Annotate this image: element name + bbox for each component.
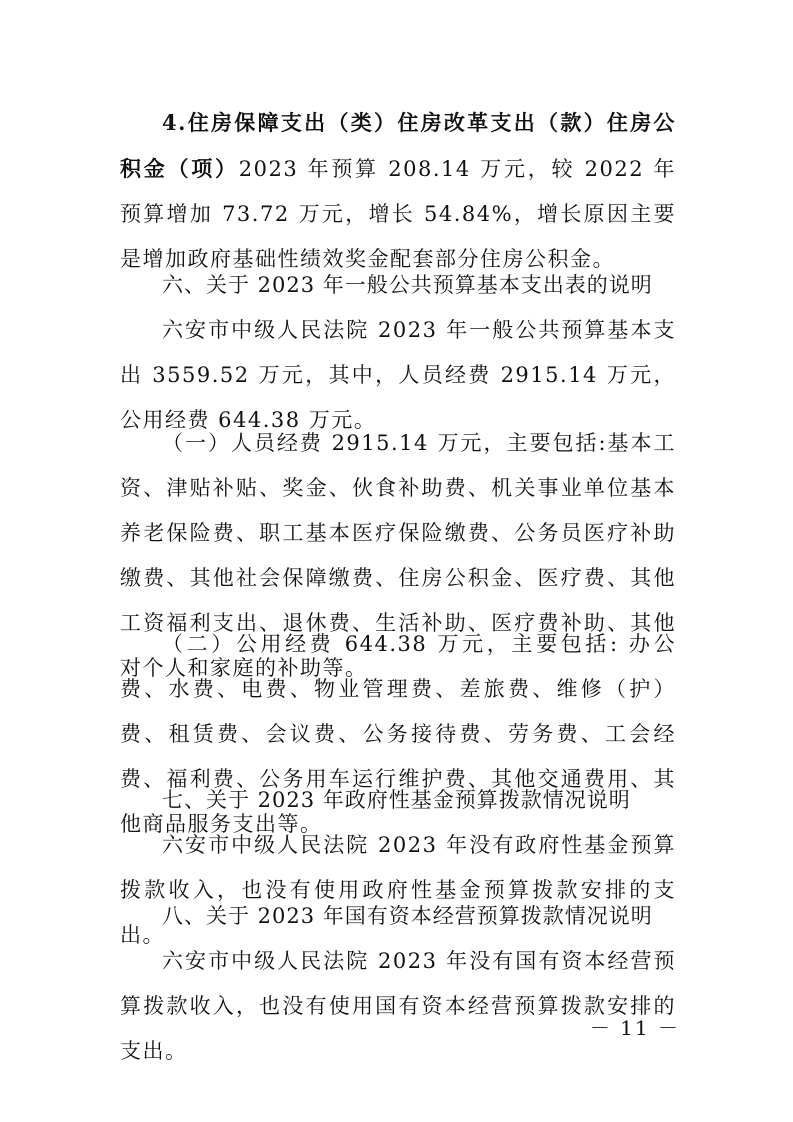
page-number: － 11 － — [589, 1016, 680, 1040]
section-heading-8: 八、关于 2023 年国有资本经营预算拨款情况说明 — [162, 904, 653, 928]
paragraph-personnel-expenses: （一）人员经费 2915.14 万元，主要包括:基本工资、津贴补贴、奖金、伙食补助费、机关事业单位基本养老保险费、职工基本医疗保险缴费、公务员医疗补助缴费、其他社会保障缴费、住房公积金、医疗费、其他工资福利支出、退休费、生活补助、医疗费补助、其他对个人和家庭的补助等。 — [120, 431, 676, 680]
section-heading-7: 七、关于 2023 年政府性基金预算拨款情况说明 — [162, 788, 631, 812]
paragraph-government-fund: 六安市中级人民法院 2023 年没有政府性基金预算拨款收入，也没有使用政府性基金预算拨款安排的支出。 — [120, 833, 676, 947]
section-heading-6: 六、关于 2023 年一般公共预算基本支出表的说明 — [162, 273, 653, 297]
item-label: 4.住房保障支出（类）住房改革支出（款）住房公积金（项） — [120, 110, 676, 181]
paragraph-basic-expenditure: 六安市中级人民法院 2023 年一般公共预算基本支出 3559.52 万元，其中，人员经费 2915.14 万元，公用经费 644.38 万元。 — [120, 318, 676, 432]
item-body: 2023 年预算 208.14 万元，较 2022 年预算增加 73.72 万元，增长 54.84%，增长原因主要是增加政府基础性绩效奖金配套部分住房公积金。 — [120, 157, 676, 271]
paragraph-public-expenses: （二）公用经费 644.38 万元，主要包括: 办公费、水费、电费、物业管理费、差旅费、维修（护）费、租赁费、会议费、公务接待费、劳务费、工会经费、福利费、公务用车运行维护费、其他交通费用、其他商品服务支出等。 — [120, 632, 676, 836]
paragraph-housing-fund — [120, 100, 676, 282]
paragraph-state-capital: 六安市中级人民法院 2023 年没有国有资本经营预算拨款收入，也没有使用国有资本经营预算拨款安排的支出。 — [120, 949, 676, 1063]
